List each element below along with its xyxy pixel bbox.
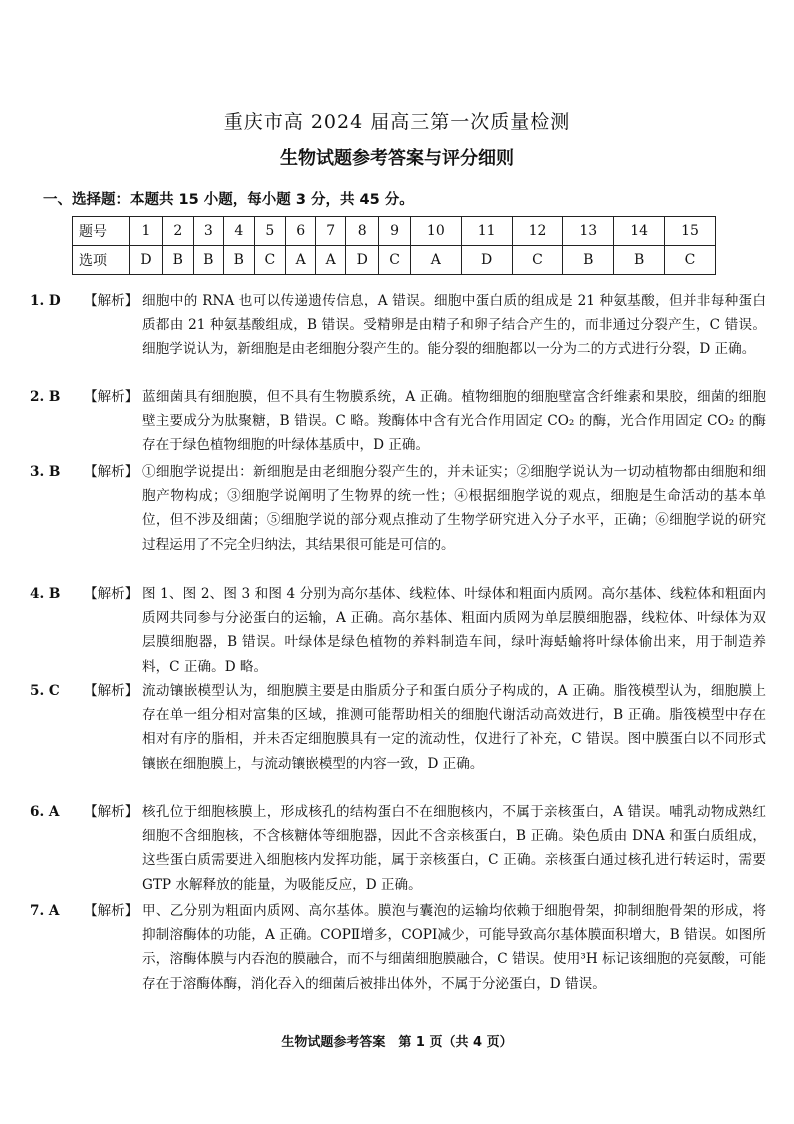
question-number: 1. D	[30, 293, 61, 309]
question-number-cell: 4	[224, 217, 255, 246]
question-number-cell: 15	[665, 217, 716, 246]
question-number-cell: 13	[563, 217, 614, 246]
question-5-explanation	[30, 679, 766, 776]
answer-cell: B	[614, 246, 665, 275]
question-number: 4. B	[30, 586, 61, 602]
analysis-tag: 【解析】	[84, 586, 139, 602]
analysis-tag: 【解析】	[84, 464, 139, 480]
answer-cell: D	[461, 246, 512, 275]
document-title: 重庆市高 2024 届高三第一次质量检测	[223, 111, 571, 133]
question-3-explanation	[30, 460, 766, 557]
analysis-tag: 【解析】	[84, 683, 139, 699]
question-number-cell: 3	[193, 217, 224, 246]
answer-cell: B	[193, 246, 224, 275]
analysis-tag: 【解析】	[84, 903, 139, 919]
question-number-cell: 6	[286, 217, 316, 246]
question-number-cell: 5	[254, 217, 286, 246]
answer-cell: B	[563, 246, 614, 275]
question-number-cell: 10	[410, 217, 461, 246]
answer-cell: A	[316, 246, 346, 275]
question-number: 6. A	[30, 804, 60, 820]
question-number: 7. A	[30, 903, 60, 919]
question-number-cell: 14	[614, 217, 665, 246]
question-number-cell: 11	[461, 217, 512, 246]
answer-table-number-row	[73, 217, 716, 246]
answer-cell: A	[286, 246, 316, 275]
question-number-cell: 9	[379, 217, 411, 246]
question-1-explanation	[30, 289, 766, 362]
question-number-cell: 1	[130, 217, 163, 246]
question-number: 2. B	[30, 389, 61, 405]
analysis-text: 图 1、图 2、图 3 和图 4 分别为高尔基体、线粒体、叶绿体和粗面内质网。高尔基体、线粒体和粗面内质网共同参与分泌蛋白的运输，A 正确。高尔基体、粗面内质网为单层膜细胞器，线粒体、叶绿体为双层膜细胞器，B 错误。叶绿体是绿色植物的养料制造车间，绿叶海蛞蝓将叶绿体偷出来，用于制造养料，C 正确。D 略。	[142, 586, 766, 675]
analysis-text: 细胞中的 RNA 也可以传递遗传信息，A 错误。细胞中蛋白质的组成是 21 种氨基酸，但并非每种蛋白质都由 21 种氨基酸组成，B 错误。受精卵是由精子和卵子结合产生的，而非通过分裂产生，C 错误。细胞学说认为，新细胞是由老细胞分裂产生的。能分裂的细胞都以一分为二的方式进行分裂，D 正确。	[142, 293, 766, 358]
page-footer: 生物试题参考答案 第 1 页（共 4 页）	[281, 1035, 513, 1050]
answer-cell: C	[665, 246, 716, 275]
answer-cell: B	[163, 246, 194, 275]
answer-table	[72, 216, 716, 275]
answer-cell: A	[410, 246, 461, 275]
answer-cell: C	[379, 246, 411, 275]
question-number-cell: 12	[512, 217, 563, 246]
question-4-explanation	[30, 582, 766, 679]
analysis-tag: 【解析】	[84, 804, 139, 820]
answer-table-answer-row	[73, 246, 716, 275]
answer-cell: C	[512, 246, 563, 275]
question-2-explanation	[30, 385, 766, 458]
analysis-tag: 【解析】	[84, 293, 139, 309]
answer-cell: D	[346, 246, 379, 275]
answer-cell: D	[130, 246, 163, 275]
document-subtitle: 生物试题参考答案与评分细则	[280, 148, 514, 169]
question-number: 3. B	[30, 464, 61, 480]
question-number-cell: 7	[316, 217, 346, 246]
analysis-text: 甲、乙分别为粗面内质网、高尔基体。膜泡与囊泡的运输均依赖于细胞骨架，抑制细胞骨架的形成，将抑制溶酶体的功能，A 正确。COPⅡ增多，COPⅠ减少，可能导致高尔基体膜面积增大，B 错误。如图所示，溶酶体膜与内吞泡的膜融合，而不与细菌细胞膜融合，C 错误。使用³H 标记该细胞的亮氨酸，可能存在于溶酶体酶，消化吞入的细菌后被排出体外，不属于分泌蛋白，D 错误。	[142, 903, 766, 992]
question-number-cell: 8	[346, 217, 379, 246]
answer-cell: B	[224, 246, 255, 275]
analysis-text: 蓝细菌具有细胞膜，但不具有生物膜系统，A 正确。植物细胞的细胞壁富含纤维素和果胶，细菌的细胞壁主要成分为肽聚糖，B 错误。C 略。羧酶体中含有光合作用固定 CO₂ 的酶，光合作用固定 CO₂ 的酶存在于绿色植物细胞的叶绿体基质中，D 正确。	[142, 389, 766, 454]
analysis-text: 核孔位于细胞核膜上，形成核孔的结构蛋白不在细胞核内，不属于亲核蛋白，A 错误。哺乳动物成熟红细胞不含细胞核，不含核糖体等细胞器，因此不含亲核蛋白，B 正确。染色质由 DNA 和蛋白质组成，这些蛋白质需要进入细胞核内发挥功能，属于亲核蛋白，C 正确。亲核蛋白通过核孔进行转运时，需要 GTP 水解释放的能量，为吸能反应，D 正确。	[142, 804, 766, 893]
question-number: 5. C	[30, 683, 60, 699]
answer-cell: C	[254, 246, 286, 275]
row-label-number: 题号	[73, 217, 130, 246]
section-heading: 一、选择题：本题共 15 小题，每小题 3 分，共 45 分。	[43, 192, 414, 208]
analysis-text: ①细胞学说提出：新细胞是由老细胞分裂产生的，并未证实；②细胞学说认为一切动植物都由细胞和细胞产物构成；③细胞学说阐明了生物界的统一性；④根据细胞学说的观点，细胞是生命活动的基本单位，但不涉及细菌；⑤细胞学说的部分观点推动了生物学研究进入分子水平，正确；⑥细胞学说的研究过程运用了不完全归纳法，其结果很可能是可信的。	[142, 464, 766, 553]
question-7-explanation	[30, 899, 766, 996]
analysis-text: 流动镶嵌模型认为，细胞膜主要是由脂质分子和蛋白质分子构成的，A 正确。脂筏模型认为，细胞膜上存在单一组分相对富集的区域，推测可能帮助相关的细胞代谢活动高效进行，B 正确。脂筏模型中存在相对有序的脂相，并未否定细胞膜具有一定的流动性，仅进行了补充，C 错误。图中膜蛋白以不同形式镶嵌在细胞膜上，与流动镶嵌模型的内容一致，D 正确。	[142, 683, 766, 772]
row-label-answer: 选项	[73, 246, 130, 275]
question-6-explanation	[30, 800, 766, 897]
question-number-cell: 2	[163, 217, 194, 246]
analysis-tag: 【解析】	[84, 389, 139, 405]
